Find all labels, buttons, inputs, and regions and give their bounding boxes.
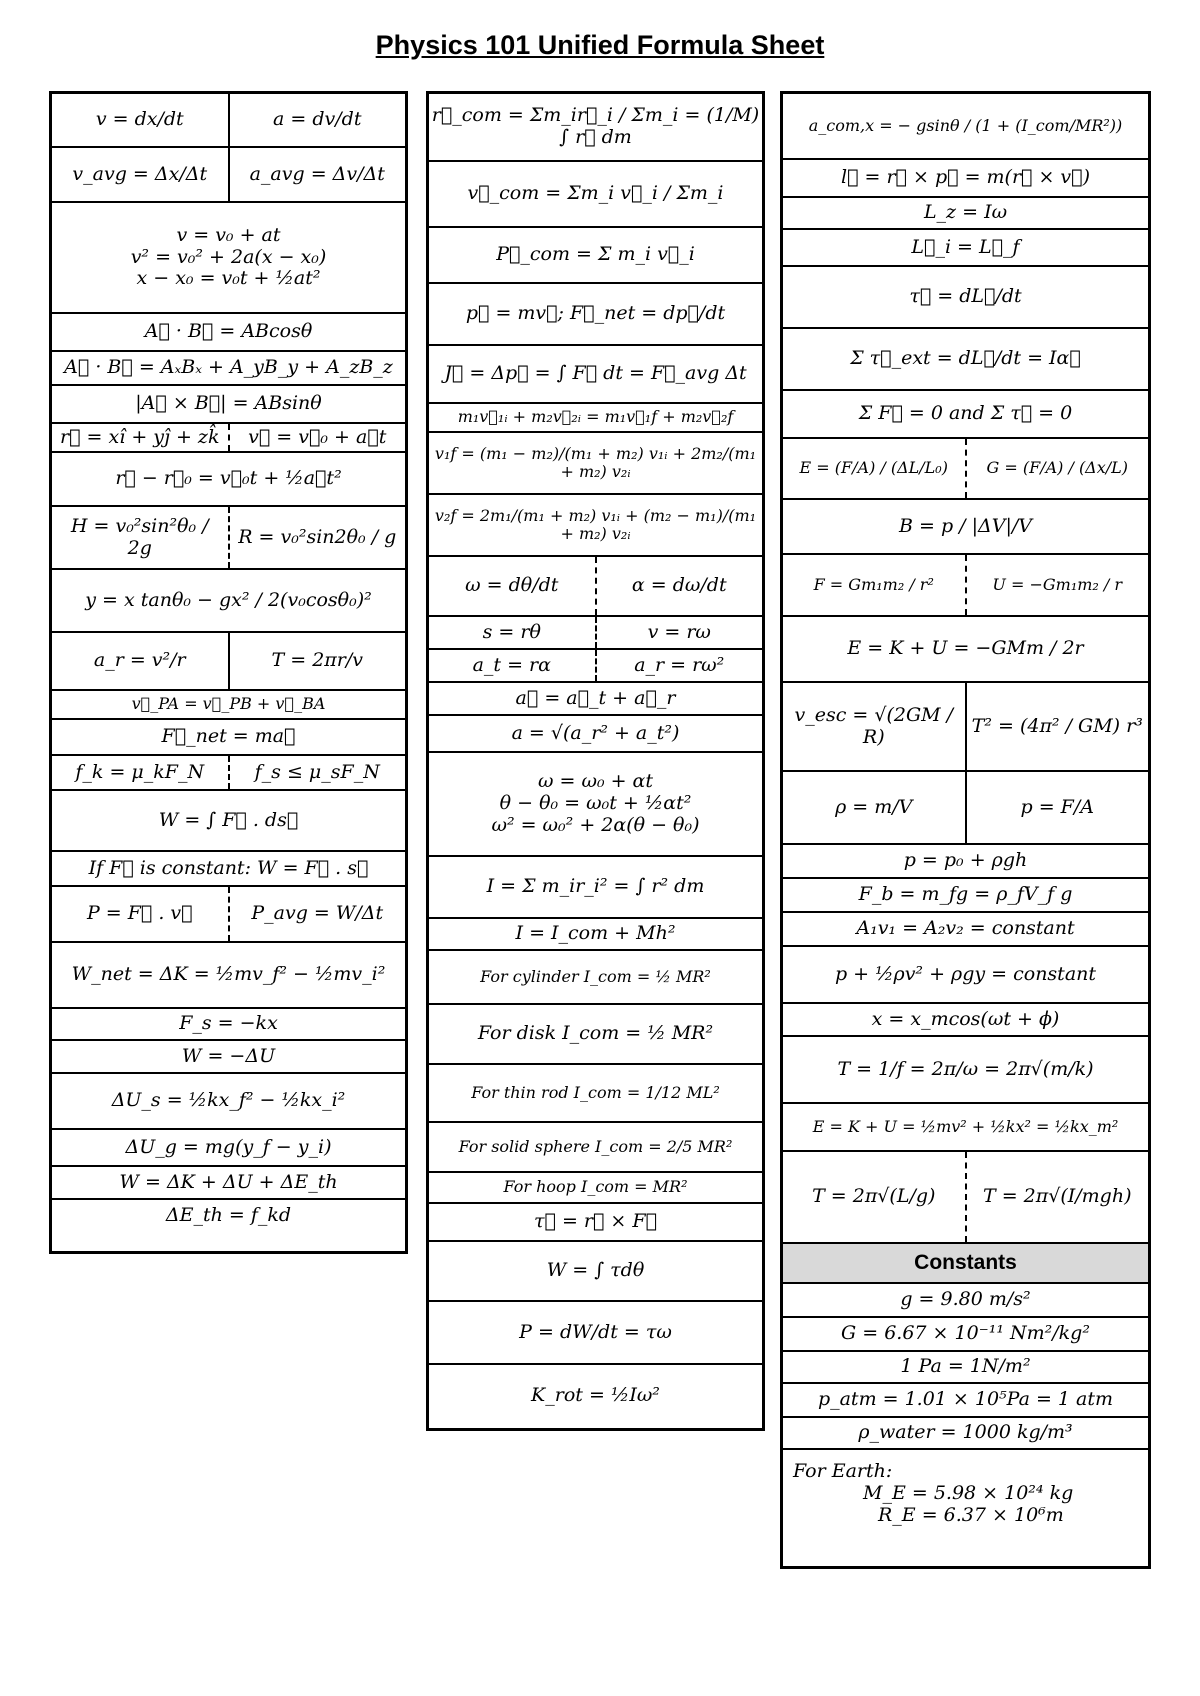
formula-thermal: ΔE_th = f_kd (165, 1204, 292, 1227)
formula-accel-vector: a⃗ = a⃗_t + a⃗_r (429, 683, 762, 716)
formula-rolling-accel: a_com,x = − gsinθ / (1 + (I_com/MR²)) (783, 94, 1148, 160)
formula-avg-power: P_avg = W/Δt (228, 887, 406, 941)
formula-dot2: A⃗ · B⃗ = AₓBₓ + A_yB_y + A_zB_z (52, 352, 405, 386)
constant-g: g = 9.80 m/s² (783, 1284, 1148, 1318)
formula-rot-kin1: ω = ω₀ + αt (537, 770, 654, 793)
formula-row (429, 650, 762, 683)
constant-pascal: 1 Pa = 1N/m² (783, 1352, 1148, 1384)
formula-velocity: v⃗ = v⃗₀ + a⃗t (228, 424, 406, 451)
formula-rot-kin2: θ − θ₀ = ω₀t + ½αt² (499, 792, 692, 815)
formula-relative-velocity: v⃗_PA = v⃗_PB + v⃗_BA (52, 691, 405, 720)
formula-impulse: J⃗ = Δp⃗ = ∫ F⃗ dt = F⃗_avg Δt (429, 346, 762, 404)
formula-shm-period: T = 1/f = 2π/ω = 2π√(m/k) (783, 1037, 1148, 1104)
formula-row (783, 555, 1148, 617)
formula-work-const: If F⃗ is constant: W = F⃗ . s⃗ (52, 852, 405, 887)
formula-row (52, 94, 405, 148)
formula-row (52, 507, 405, 570)
column-kinematics (49, 91, 408, 1254)
formula-velocity-def: v = dx/dt (95, 108, 184, 131)
constant-G: G = 6.67 × 10⁻¹¹ Nm²/kg² (783, 1318, 1148, 1352)
formula-row (783, 439, 1148, 500)
formula-momentum: p⃗ = mv⃗; F⃗_net = dp⃗/dt (429, 284, 762, 346)
formula-rot-power: P = dW/dt = τω (429, 1302, 762, 1365)
formula-solid-sphere: For solid sphere I_com = 2/5 MR² (429, 1123, 762, 1173)
formula-disk: For disk I_com = ½ MR² (429, 1005, 762, 1065)
formula-gravity-potential: ΔU_g = mg(y_f − y_i) (52, 1130, 405, 1167)
formula-row (429, 753, 762, 857)
constant-earth-label: For Earth: (793, 1460, 893, 1483)
formula-shear-modulus: G = (F/A) / (Δx/L) (965, 439, 1149, 498)
formula-pendulum-period: T = 2π√(L/g) (812, 1185, 936, 1208)
formula-tangential-velocity: v = rω (595, 617, 763, 648)
formula-accel-magnitude: a = √(a_r² + a_t²) (429, 716, 762, 753)
page-title: Physics 101 Unified Formula Sheet (375, 30, 825, 60)
formula-hoop: For hoop I_com = MR² (429, 1173, 762, 1204)
column-angular-gravity-fluids (780, 91, 1151, 1569)
formula-row (52, 424, 405, 453)
formula-row (783, 772, 1148, 845)
formula-arc-length: s = rθ (482, 620, 541, 643)
formula-row (52, 633, 405, 691)
formula-rot-kin3: ω² = ω₀² + 2α(θ − θ₀) (491, 813, 700, 836)
formula-escape-velocity: v_esc = √(2GM / R) (794, 703, 954, 748)
formula-continuity: A₁v₁ = A₂v₂ = constant (783, 913, 1148, 947)
constant-water-density: ρ_water = 1000 kg/m³ (783, 1418, 1148, 1450)
formula-range: R = v₀²sin2θ₀ / g (228, 507, 406, 568)
formula-kin1: v = v₀ + at (176, 223, 281, 246)
formula-parallel-axis: I = I_com + Mh² (429, 919, 762, 951)
formula-row (429, 617, 762, 650)
formula-period: T = 2πr/v (228, 633, 406, 689)
formula-buoyancy: F_b = m_fg = ρ_fV_f g (783, 879, 1148, 913)
formula-radial-accel: a_r = rω² (595, 650, 763, 681)
formula-gravity-force: F = Gm₁m₂ / r² (813, 574, 934, 594)
formula-momentum-conservation: m₁v⃗₁ᵢ + m₂v⃗₂ᵢ = m₁v⃗₁f + m₂v⃗₂f (429, 404, 762, 433)
formula-work-potential: W = −ΔU (52, 1041, 405, 1074)
formula-bulk-modulus: B = p / |ΔV|/V (783, 500, 1148, 555)
formula-moment-inertia: I = Σ m_ir_i² = ∫ r² dm (429, 857, 762, 919)
formula-max-height: H = v₀²sin²θ₀ / 2g (70, 514, 209, 559)
formula-row (52, 756, 405, 791)
formula-rot-kinetic: K_rot = ½Iω² (531, 1384, 660, 1407)
formula-v2f: v₂f = 2m₁/(m₁ + m₂) v₁ᵢ + (m₂ − m₁)/(m₁ + m₂) v₂ᵢ (429, 495, 762, 557)
formula-pressure: p = F/A (965, 772, 1149, 843)
formula-position: r⃗ = xî + yĵ + zk̂ (60, 425, 220, 448)
formula-row (52, 887, 405, 943)
formula-vcom: v⃗_com = Σm_i v⃗_i / Σm_i (429, 162, 762, 228)
formula-rot-work: W = ∫ τdθ (429, 1242, 762, 1302)
formula-tangential-accel: a_t = rα (472, 653, 551, 676)
formula-Lz: L_z = Iω (783, 198, 1148, 230)
formula-energy-total: W = ΔK + ΔU + ΔE_th (52, 1167, 405, 1200)
formula-static-friction: f_s ≤ μ_sF_N (228, 756, 406, 789)
formula-dot1: A⃗ · B⃗ = ABcosθ (52, 314, 405, 352)
formula-angular-momentum: l⃗ = r⃗ × p⃗ = m(r⃗ × v⃗) (783, 160, 1148, 198)
formula-bernoulli: p + ½ρv² + ρgy = constant (783, 947, 1148, 1004)
formula-kin2: v² = v₀² + 2a(x − x₀) (130, 245, 327, 268)
formula-angular-velocity: ω = dθ/dt (465, 574, 559, 597)
constants-header: Constants (783, 1244, 1148, 1284)
formula-cross: |A⃗ × B⃗| = ABsinθ (52, 386, 405, 424)
formula-v1f: v₁f = (m₁ − m₂)/(m₁ + m₂) v₁ᵢ + 2m₂/(m₁ + m₂) v₂ᵢ (429, 433, 762, 495)
formula-thin-rod: For thin rod I_com = 1/12 ML² (429, 1065, 762, 1123)
formula-torque: τ⃗ = r⃗ × F⃗ (429, 1204, 762, 1242)
formula-cylinder: For cylinder I_com = ½ MR² (429, 951, 762, 1005)
formula-kin3: x − x₀ = v₀t + ½at² (136, 267, 321, 290)
formula-row (783, 1450, 1148, 1538)
column-momentum-rotation (426, 91, 765, 1431)
formula-hydrostatic: p = p₀ + ρgh (783, 845, 1148, 879)
formula-kepler: T² = (4π² / GM) r³ (965, 683, 1149, 770)
formula-centripetal: a_r = v²/r (93, 649, 186, 672)
formula-angular-acceleration: α = dω/dt (595, 557, 763, 615)
formula-equilibrium: Σ F⃗ = 0 and Σ τ⃗ = 0 (783, 391, 1148, 439)
formula-kinetic-friction: f_k = μ_kF_N (75, 760, 205, 783)
formula-acceleration-def: a = dv/dt (228, 94, 406, 146)
formula-physical-pendulum: T = 2π√(I/mgh) (965, 1152, 1149, 1242)
constant-earth-mass: M_E = 5.98 × 10²⁴ kg (863, 1482, 1074, 1505)
formula-torque-L: τ⃗ = dL⃗/dt (783, 267, 1148, 329)
formula-aavg: a_avg = Δv/Δt (228, 148, 406, 201)
formula-row (52, 203, 405, 314)
formula-density: ρ = m/V (835, 795, 913, 818)
constant-atm: p_atm = 1.01 × 10⁵Pa = 1 atm (783, 1384, 1148, 1418)
formula-pcom: P⃗_com = Σ m_i v⃗_i (429, 228, 762, 284)
formula-rcom: r⃗_com = Σm_ir⃗_i / Σm_i = (1/M) ∫ r⃗ dm (429, 94, 762, 162)
formula-work-energy: W_net = ΔK = ½mv_f² − ½mv_i² (52, 943, 405, 1009)
formula-trajectory: y = x tanθ₀ − gx² / 2(v₀cosθ₀)² (52, 570, 405, 633)
formula-L-conservation: L⃗_i = L⃗_f (783, 230, 1148, 267)
formula-spring-force: F_s = −kx (52, 1009, 405, 1041)
formula-gravity-potential-energy: U = −Gm₁m₂ / r (965, 555, 1149, 615)
formula-work: W = ∫ F⃗ . ds⃗ (52, 791, 405, 852)
constant-earth-radius: R_E = 6.37 × 10⁶m (878, 1503, 1064, 1526)
formula-newton: F⃗_net = ma⃗ (52, 720, 405, 756)
formula-displacement: r⃗ − r⃗₀ = v⃗₀t + ½a⃗t² (52, 453, 405, 507)
formula-torque-ext: Σ τ⃗_ext = dL⃗/dt = Iα⃗ (783, 329, 1148, 391)
formula-young-modulus: E = (F/A) / (ΔL/L₀) (799, 458, 948, 478)
formula-spring-potential: ΔU_s = ½kx_f² − ½kx_i² (52, 1074, 405, 1130)
formula-vavg: v_avg = Δx/Δt (72, 162, 208, 185)
formula-shm-energy: E = K + U = ½mv² + ½kx² = ½kx_m² (783, 1104, 1148, 1152)
formula-row (783, 1152, 1148, 1244)
formula-power: P = F⃗ . v⃗ (86, 902, 193, 925)
formula-row (429, 557, 762, 617)
formula-row (52, 148, 405, 203)
formula-row (783, 683, 1148, 772)
formula-orbit-energy: E = K + U = −GMm / 2r (783, 617, 1148, 683)
formula-shm-position: x = x_mcos(ωt + ϕ) (783, 1004, 1148, 1037)
